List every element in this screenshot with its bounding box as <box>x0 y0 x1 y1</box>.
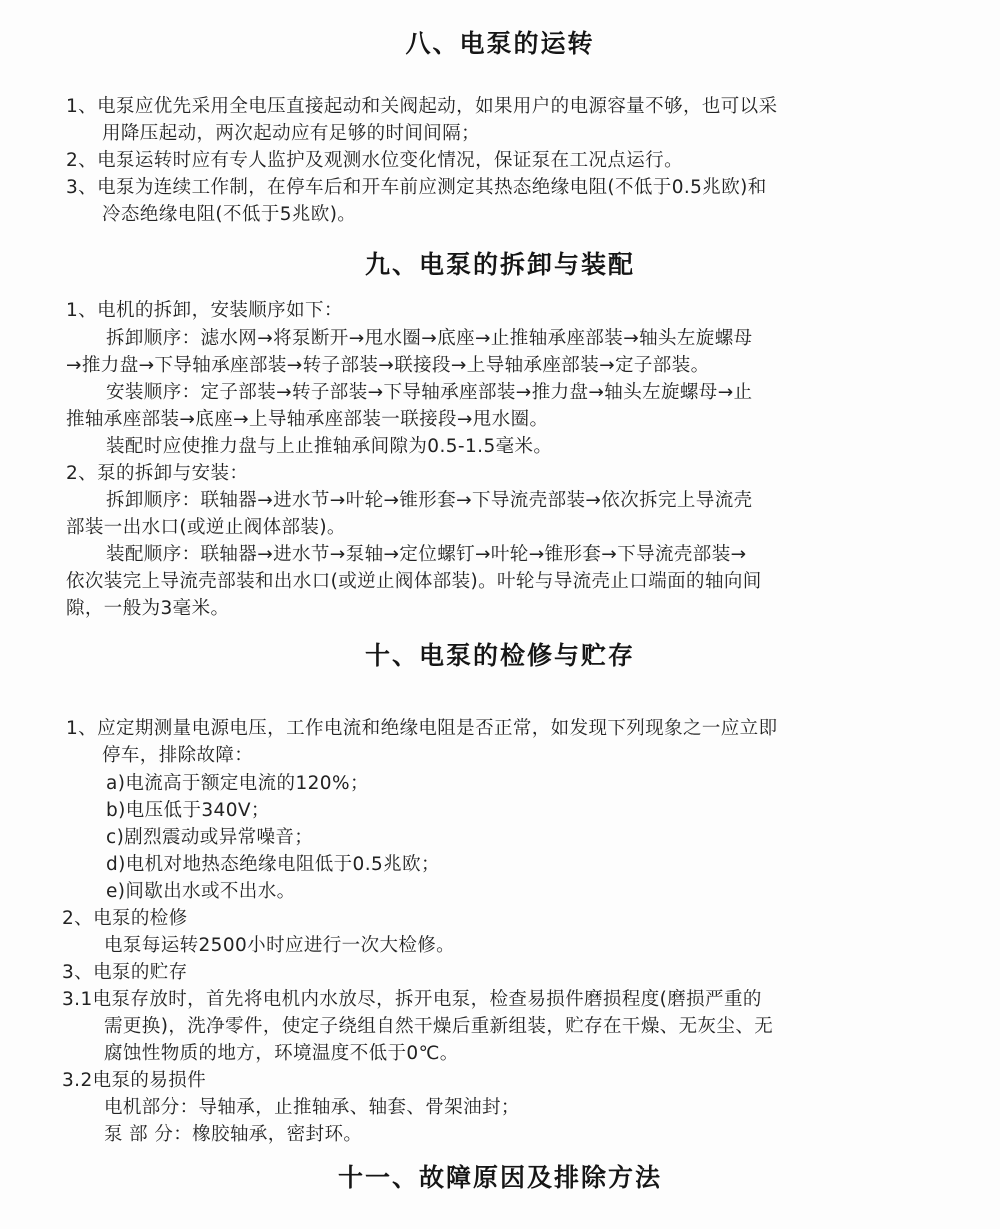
text-line: 安装顺序：定子部装→转子部装→下导轴承座部装→推力盘→轴头左旋螺母→止 <box>106 382 753 403</box>
section-heading-troubleshooting: 十一、故障原因及排除方法 <box>337 1163 662 1192</box>
section-heading-maintenance: 十、电泵的检修与贮存 <box>364 641 635 670</box>
text-line: 装配时应使推力盘与上止推轴承间隙为0.5-1.5毫米。 <box>106 436 553 457</box>
text-line: d)电机对地热态绝缘电阻低于0.5兆欧； <box>106 854 440 875</box>
text-line: 停车，排除故障： <box>102 745 254 766</box>
text-line: 电机部分：导轴承，止推轴承、轴套、骨架油封； <box>104 1097 520 1118</box>
text-line: 3、电泵的贮存 <box>62 962 188 983</box>
text-line: 3.2电泵的易损件 <box>62 1070 207 1091</box>
text-line: 2、电泵的检修 <box>62 908 188 929</box>
section-heading-disassembly: 九、电泵的拆卸与装配 <box>364 250 635 279</box>
text-line: a)电流高于额定电流的120%； <box>106 773 369 794</box>
section-heading-operation: 八、电泵的运转 <box>405 29 595 58</box>
text-line: 部装一出水口(或逆止阀体部装)。 <box>66 517 346 538</box>
text-line: b)电压低于340V； <box>106 800 270 821</box>
text-line: 冷态绝缘电阻(不低于5兆欧)。 <box>102 204 357 225</box>
text-line: 1、应定期测量电源电压，工作电流和绝缘电阻是否正常，如发现下列现象之一应立即 <box>66 718 778 739</box>
text-line: 3.1电泵存放时，首先将电机内水放尽，拆开电泵，检查易损件磨损程度(磨损严重的 <box>62 989 762 1010</box>
text-line: 需更换)，洗净零件，使定子绕组自然干燥后重新组装，贮存在干燥、无灰尘、无 <box>104 1016 774 1037</box>
text-line: c)剧烈震动或异常噪音； <box>106 827 314 848</box>
text-line: 3、电泵为连续工作制，在停车后和开车前应测定其热态绝缘电阻(不低于0.5兆欧)和 <box>66 177 767 198</box>
text-line: 拆卸顺序：联轴器→进水节→叶轮→锥形套→下导流壳部装→依次拆完上导流壳 <box>106 490 753 511</box>
text-line: 推轴承座部装→底座→上导轴承座部装一联接段→甩水圈。 <box>66 409 549 430</box>
text-line: 1、电泵应优先采用全电压直接起动和关阀起动，如果用户的电源容量不够，也可以采 <box>66 96 778 117</box>
text-line: 2、电泵运转时应有专人监护及观测水位变化情况，保证泵在工况点运行。 <box>66 150 683 171</box>
text-line: 泵 部 分：橡胶轴承，密封环。 <box>104 1124 363 1145</box>
text-line: 腐蚀性物质的地方，环境温度不低于0℃。 <box>104 1043 459 1064</box>
text-line: 依次装完上导流壳部装和出水口(或逆止阀体部装)。叶轮与导流壳止口端面的轴向间 <box>66 571 762 592</box>
text-line: 2、泵的拆卸与安装： <box>66 463 249 484</box>
text-line: e)间歇出水或不出水。 <box>106 881 296 902</box>
text-line: 隙，一般为3毫米。 <box>66 598 230 619</box>
text-line: 电泵每运转2500小时应进行一次大检修。 <box>104 935 456 956</box>
text-line: →推力盘→下导轴承座部装→转子部装→联接段→上导轴承座部装→定子部装。 <box>66 355 710 376</box>
text-line: 装配顺序：联轴器→进水节→泵轴→定位螺钉→叶轮→锥形套→下导流壳部装→ <box>106 544 747 565</box>
text-line: 1、电机的拆卸，安装顺序如下： <box>66 300 343 321</box>
text-line: 拆卸顺序：滤水网→将泵断开→甩水圈→底座→止推轴承座部装→轴头左旋螺母 <box>106 328 753 349</box>
text-line: 用降压起动，两次起动应有足够的时间间隔； <box>102 123 481 144</box>
